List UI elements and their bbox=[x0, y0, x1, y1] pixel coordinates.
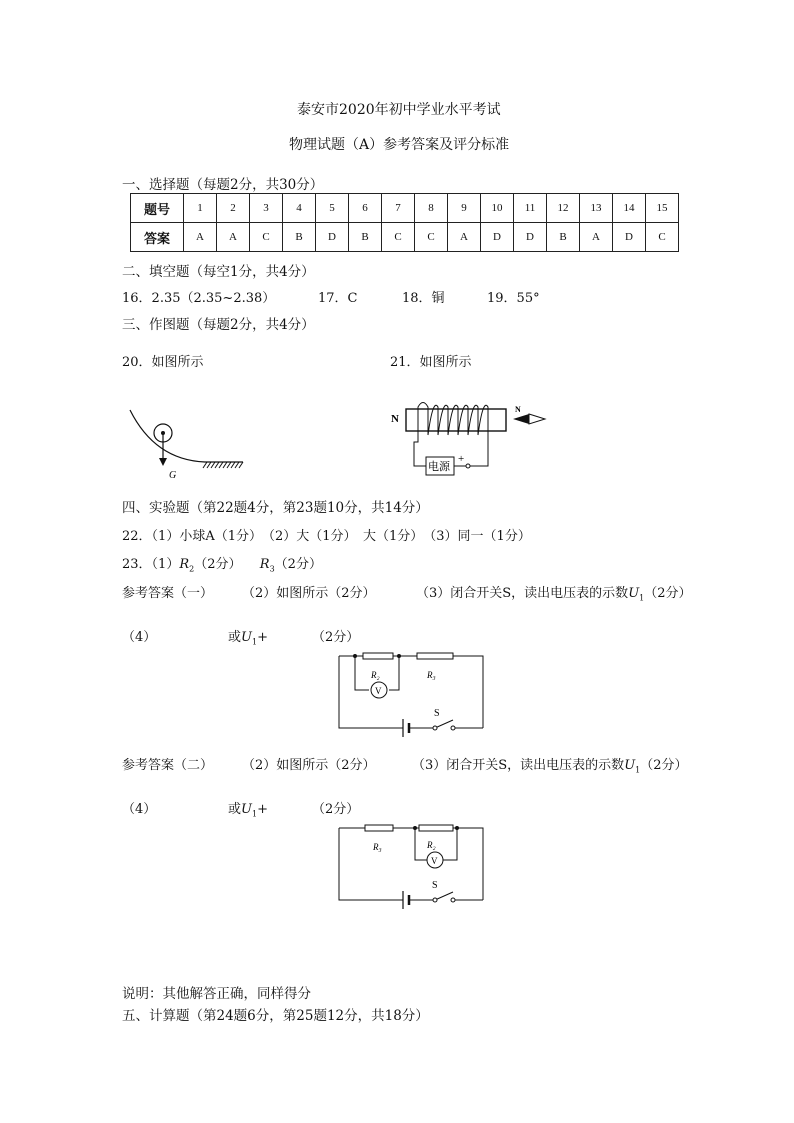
c2-resistor-r2 bbox=[419, 825, 453, 831]
answer-23-r2-sub: 2 bbox=[189, 564, 195, 574]
ref2-part3-score: （2分） bbox=[640, 758, 688, 773]
fig20-slope-curve bbox=[130, 410, 243, 462]
answer-19: 19．55° bbox=[487, 291, 540, 306]
page-subtitle: 物理试题（A）参考答案及评分标准 bbox=[289, 137, 510, 153]
fig21-coil bbox=[418, 403, 488, 441]
question-number-cell: 4 bbox=[283, 194, 316, 223]
c2-switch-terminal-b bbox=[451, 898, 455, 902]
ref2-u: U bbox=[241, 802, 252, 817]
c1-resistor-r2 bbox=[363, 653, 393, 659]
answer-cell: D bbox=[316, 223, 349, 252]
ref1-part3-score: （2分） bbox=[644, 586, 692, 601]
row-label-answer: 答案 bbox=[131, 223, 184, 252]
answer-cell: D bbox=[481, 223, 514, 252]
question-number-cell: 8 bbox=[415, 194, 448, 223]
row-label-question: 题号 bbox=[131, 194, 184, 223]
ref2-label: 参考答案（二） bbox=[122, 758, 214, 773]
ref1-part4-score: （2分） bbox=[312, 630, 360, 645]
c1-voltmeter-branch-right bbox=[389, 656, 399, 690]
ref1-part4-or bbox=[228, 626, 268, 647]
c1-voltmeter-branch bbox=[355, 656, 369, 690]
c2-voltmeter-branch bbox=[415, 828, 427, 860]
c2-label-r2: R₂ bbox=[427, 840, 436, 850]
c1-label-r2: R₂ bbox=[371, 670, 380, 680]
ref2-part4-or bbox=[228, 798, 268, 819]
question-number-cell: 13 bbox=[580, 194, 613, 223]
c2-voltmeter-branch-right bbox=[443, 828, 457, 860]
ref2-part4-label: （4） bbox=[122, 802, 157, 817]
fig21-label-n-left: N bbox=[391, 413, 399, 425]
c2-label-v: V bbox=[431, 856, 438, 866]
fig21-plus-label: + bbox=[458, 453, 465, 465]
fig21-compass-needle-light bbox=[529, 414, 545, 424]
answer-23-r3-sub: 3 bbox=[269, 564, 275, 574]
fig21-iron-core bbox=[406, 409, 506, 431]
fig21-power-label: 电源 bbox=[428, 460, 450, 473]
ref2-part4-score: （2分） bbox=[312, 802, 360, 817]
answer-20: 20．如图所示 bbox=[122, 355, 204, 370]
figure-20-diagram bbox=[125, 400, 255, 480]
answer-cell: A bbox=[217, 223, 250, 252]
section5-heading: 五、计算题（第24题6分，第25题12分，共18分） bbox=[122, 1008, 429, 1024]
fig20-label-g: G bbox=[169, 470, 177, 481]
question-number-cell: 9 bbox=[448, 194, 481, 223]
fig20-gravity-arrowhead bbox=[159, 458, 167, 466]
c2-wire-left bbox=[339, 828, 403, 900]
question-number-cell: 6 bbox=[349, 194, 382, 223]
c1-label-r3: R₃ bbox=[427, 670, 436, 680]
answer-cell: D bbox=[514, 223, 547, 252]
c1-switch-blade bbox=[435, 720, 453, 728]
answer-cell: C bbox=[250, 223, 283, 252]
answer-cell: C bbox=[382, 223, 415, 252]
ref2-part3-u: U bbox=[624, 758, 636, 773]
ref2-part2: （2）如图所示（2分） bbox=[242, 758, 376, 773]
question-number-cell: 12 bbox=[547, 194, 580, 223]
answer-cell: D bbox=[613, 223, 646, 252]
c2-resistor-r3 bbox=[365, 825, 393, 831]
answer-cell: A bbox=[184, 223, 217, 252]
figure-21-diagram bbox=[388, 390, 558, 482]
circuit-diagram-1 bbox=[335, 648, 490, 738]
answer-cell: C bbox=[646, 223, 679, 252]
question-number-cell: 10 bbox=[481, 194, 514, 223]
question-number-cell: 3 bbox=[250, 194, 283, 223]
fig21-wire-left bbox=[414, 431, 426, 466]
c2-label-s: S bbox=[432, 880, 438, 891]
answer-cell: B bbox=[349, 223, 382, 252]
question-number-cell: 15 bbox=[646, 194, 679, 223]
answer-21: 21．如图所示 bbox=[390, 355, 472, 370]
ref1-part2: （2）如图所示（2分） bbox=[242, 586, 376, 601]
c2-junction-left bbox=[413, 826, 417, 830]
table-row-answers bbox=[131, 223, 679, 252]
answer-17: 17．C bbox=[318, 291, 358, 306]
c1-junction-left bbox=[353, 654, 357, 658]
answer-cell: B bbox=[283, 223, 316, 252]
ref2-u-sub: 1 bbox=[251, 809, 258, 819]
ref2-part3 bbox=[412, 754, 688, 775]
fig21-switch-terminal bbox=[466, 464, 470, 468]
question-number-cell: 11 bbox=[514, 194, 547, 223]
page-title: 泰安市2020年初中学业水平考试 bbox=[297, 102, 501, 118]
answer-23-r2-score: （2分） bbox=[194, 557, 242, 572]
answer-22: 22．（1）小球A（1分） （2）大（1分） 大（1分） （3）同一（1分） bbox=[122, 529, 531, 544]
ref1-part3-text: （3）闭合开关S，读出电压表的示数 bbox=[416, 586, 629, 601]
ref1-plus: + bbox=[257, 630, 268, 645]
ref1-label: 参考答案（一） bbox=[122, 586, 214, 601]
ref2-part3-sub: 1 bbox=[635, 765, 641, 775]
ref1-u-sub: 1 bbox=[251, 637, 258, 647]
answer-23-prefix: 23．（1） bbox=[122, 557, 180, 572]
note-text: 说明：其他解答正确，同样得分 bbox=[122, 986, 311, 1002]
answer-16: 16．2.35（2.35~2.38） bbox=[122, 291, 276, 306]
question-number-cell: 7 bbox=[382, 194, 415, 223]
c1-label-s: S bbox=[434, 708, 440, 719]
table-row-numbers bbox=[131, 194, 679, 223]
ref1-part3-sub: 1 bbox=[639, 593, 645, 603]
section1-heading: 一、选择题（每题2分，共30分） bbox=[122, 177, 324, 193]
c2-switch-terminal-a bbox=[433, 898, 437, 902]
c1-resistor-r3 bbox=[417, 653, 453, 659]
answer-cell: A bbox=[448, 223, 481, 252]
question-number-cell: 2 bbox=[217, 194, 250, 223]
section2-heading: 二、填空题（每空1分，共4分） bbox=[122, 264, 315, 280]
c1-wire-top-right bbox=[453, 656, 483, 728]
answer-table bbox=[130, 193, 679, 252]
question-number-cell: 5 bbox=[316, 194, 349, 223]
answer-cell: B bbox=[547, 223, 580, 252]
fig21-wire-return bbox=[470, 440, 488, 466]
c1-label-v: V bbox=[375, 686, 382, 696]
answer-cell: A bbox=[580, 223, 613, 252]
circuit-diagram-2 bbox=[335, 820, 490, 910]
answer-23-r3-score: （2分） bbox=[274, 557, 322, 572]
answer-cell: C bbox=[415, 223, 448, 252]
answer-18: 18．铜 bbox=[402, 291, 445, 306]
ref1-part4-label: （4） bbox=[122, 630, 157, 645]
c2-junction-right bbox=[455, 826, 459, 830]
ref1-or: 或 bbox=[228, 630, 242, 645]
question-number-cell: 1 bbox=[184, 194, 217, 223]
ref1-part3-u: U bbox=[628, 586, 640, 601]
ref2-or: 或 bbox=[228, 802, 242, 817]
c1-switch-terminal-b bbox=[451, 726, 455, 730]
answer-23-part1 bbox=[122, 553, 322, 574]
c2-switch-blade bbox=[435, 892, 453, 900]
fig20-ground-hatching bbox=[203, 462, 243, 468]
answer-23-r3: R bbox=[259, 557, 270, 572]
c1-junction-right bbox=[397, 654, 401, 658]
section4-heading: 四、实验题（第22题4分，第23题10分，共14分） bbox=[122, 500, 429, 516]
ref1-u: U bbox=[241, 630, 252, 645]
fig21-label-n-needle: N bbox=[515, 405, 521, 414]
question-number-cell: 14 bbox=[613, 194, 646, 223]
ref2-plus: + bbox=[257, 802, 268, 817]
section3-heading: 三、作图题（每题2分，共4分） bbox=[122, 317, 315, 333]
ref1-part3 bbox=[416, 582, 692, 603]
c1-switch-terminal-a bbox=[433, 726, 437, 730]
ref2-part3-text: （3）闭合开关S，读出电压表的示数 bbox=[412, 758, 625, 773]
answer-23-r2: R bbox=[179, 557, 190, 572]
fig21-compass-needle-dark bbox=[513, 414, 529, 424]
c2-label-r3: R₃ bbox=[373, 842, 382, 852]
